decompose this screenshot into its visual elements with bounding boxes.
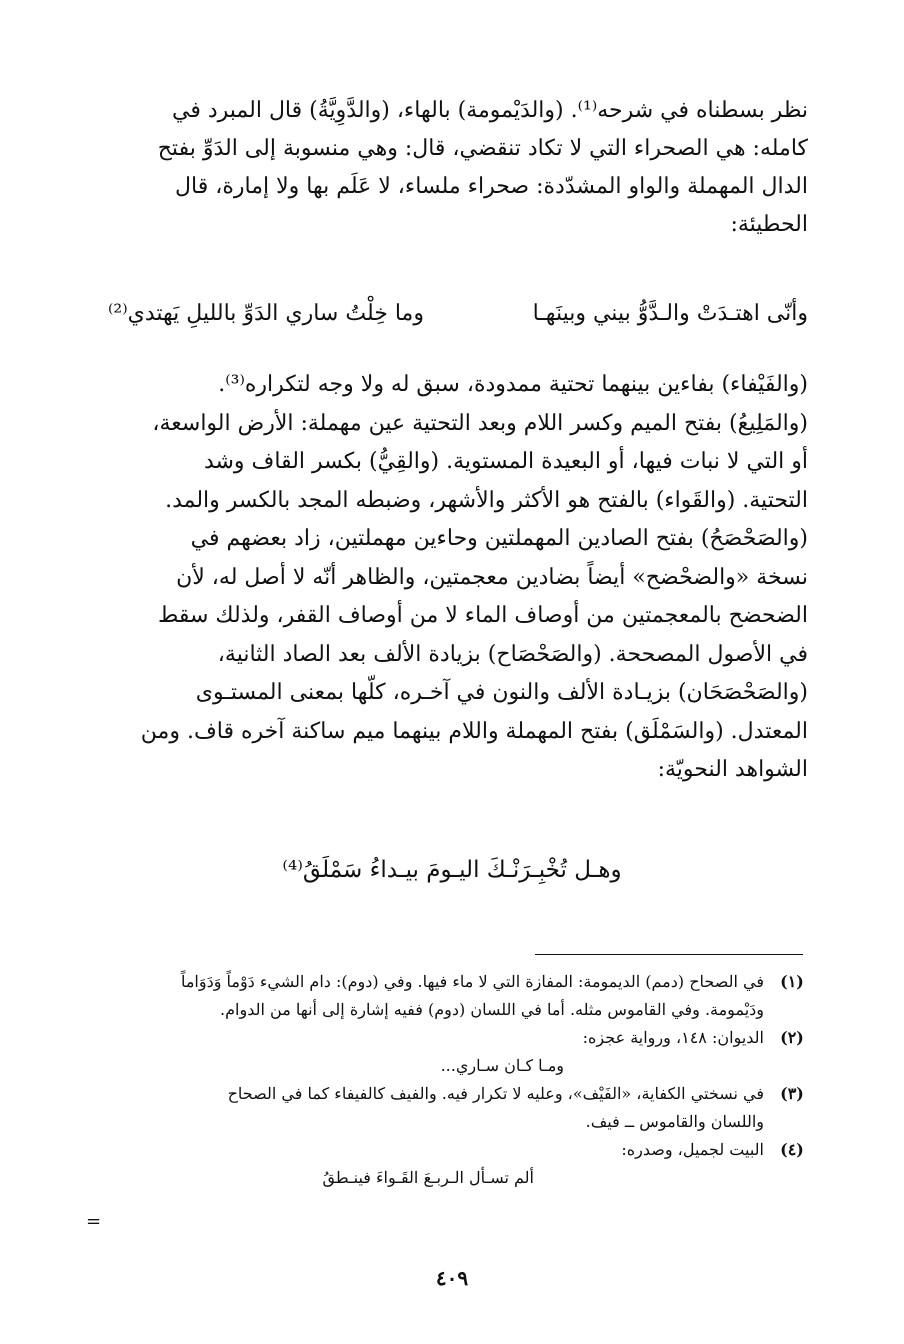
verse-hutayah [108, 294, 808, 334]
text-line: المعتدل. (والسَمْلَق) بفتح المهملة واللام بينهما ميم ساكنة آخره قاف. ومن [140, 718, 808, 744]
footnote-number: (٢) [780, 1028, 804, 1047]
continuation-mark: = [86, 1211, 102, 1232]
footnote-number: (٣) [780, 1084, 804, 1103]
text-line: التحتية. (والقَواء) بالفتح هو الأكثر والأشهر، وضبطه المجد بالكسر والمد. [165, 487, 808, 513]
footnote-number: (١) [780, 972, 804, 991]
text-line: أو التي لا نبات فيها، أو البعيدة المستوية. (والقِيُّ) بكسر القاف وشد [203, 449, 808, 474]
text-line: نسخة «والضحْضح» أيضاً بضادين معجمتين، والظاهر أنّه لا أصل له، لأن [176, 564, 808, 590]
text-line: كامله: هي الصحراء التي لا تكاد تنقضي، قال: وهي منسوبة إلى الدَوِّ بفتح [157, 136, 808, 161]
footnote-1 [108, 968, 808, 1024]
text-line: الدال المهملة والواو المشدّدة: صحراء ملساء، لا عَلَم بها ولا إمارة، قال [175, 174, 808, 199]
text-line: الشواهد النحويّة: [657, 757, 808, 782]
text-line: (والصَحْصَحَان) بزيـادة الألف والنون في آخـره، كلّها بمعنى المستـوى [195, 680, 808, 705]
footnote-line: واللسان والقاموس ــ فيف. [585, 1112, 764, 1131]
text-line: نظر بسطناه في شرحه⁽¹⁾. (والدَيْمومة) بالهاء، (والدَّوِيَّةُ) قال المبرد في [172, 98, 808, 123]
footnote-verse: ومـا كـان سـاري... [440, 1056, 564, 1075]
verse-samlaq: وهـل تُخْبِـرَنْـكَ اليـومَ بيـداءُ سَمْلَقُ⁽⁴⁾ [282, 857, 622, 883]
footnote-3 [108, 1080, 808, 1136]
footnotes [108, 968, 808, 1192]
footnote-line: في نسختي الكفاية، «الفَيْف»، وعليه لا تكرار فيه. والفيف كالفيفاء كما في الصحاح [227, 1084, 764, 1103]
text-line: (والفَيْفاء) بفاءين بينهما تحتية ممدودة، سبق له ولا وجه لتكراره⁽³⁾. [218, 372, 808, 397]
text-line: الحطيئة: [730, 212, 808, 237]
text-line: (والمَلِيعُ) بفتح الميم وكسر اللام وبعد التحتية عين مهملة: الأرض الواسعة، [152, 410, 808, 436]
footnote-line: في الصحاح (دمم) الديمومة: المفازة التي لا ماء فيها. وفي (دوم): دام الشيء دَوْماً وَدَوَاماً [180, 972, 764, 991]
footnote-line: البيت لجميل، وصدره: [621, 1140, 764, 1159]
footnote-number: (٤) [780, 1140, 804, 1159]
page-number: ٤٠٩ [435, 1266, 469, 1290]
main-paragraph [108, 366, 808, 790]
footnote-line: الديوان: ١٤٨، ورواية عجزه: [582, 1028, 764, 1047]
footnote-2 [108, 1024, 808, 1080]
verse-left-hemistich: وما خِلْتُ ساري الدَوِّ بالليلِ يَهتدي⁽²⁾ [108, 301, 424, 326]
footnote-4 [108, 1136, 808, 1192]
footnote-separator [535, 954, 803, 955]
footnote-line: ودَيْمومة. وفي القاموس مثله. أما في اللسان (دوم) ففيه إشارة إلى أنها من الدوام. [220, 1000, 764, 1019]
verse-right-hemistich: وأنّى اهتـدَتْ والـدَّوُّ بيني وبينَهـا [532, 301, 808, 326]
text-line: في الأصول المصححة. (والصَحْصَاح) بزيادة الألف بعد الصاد الثانية، [217, 641, 808, 667]
text-line: الضحضح بالمعجمتين من أوصاف الماء لا من أوصاف القفر، ولذلك سقط [157, 603, 808, 628]
opening-paragraph [108, 92, 808, 244]
footnote-verse: ألم تسـأل الـربـعَ القَـواءَ فينـطقُ [322, 1168, 534, 1187]
text-line: (والصَحْصَحُ) بفتح الصادين المهملتين وحاءين مهملتين، زاد بعضهم في [190, 526, 808, 551]
